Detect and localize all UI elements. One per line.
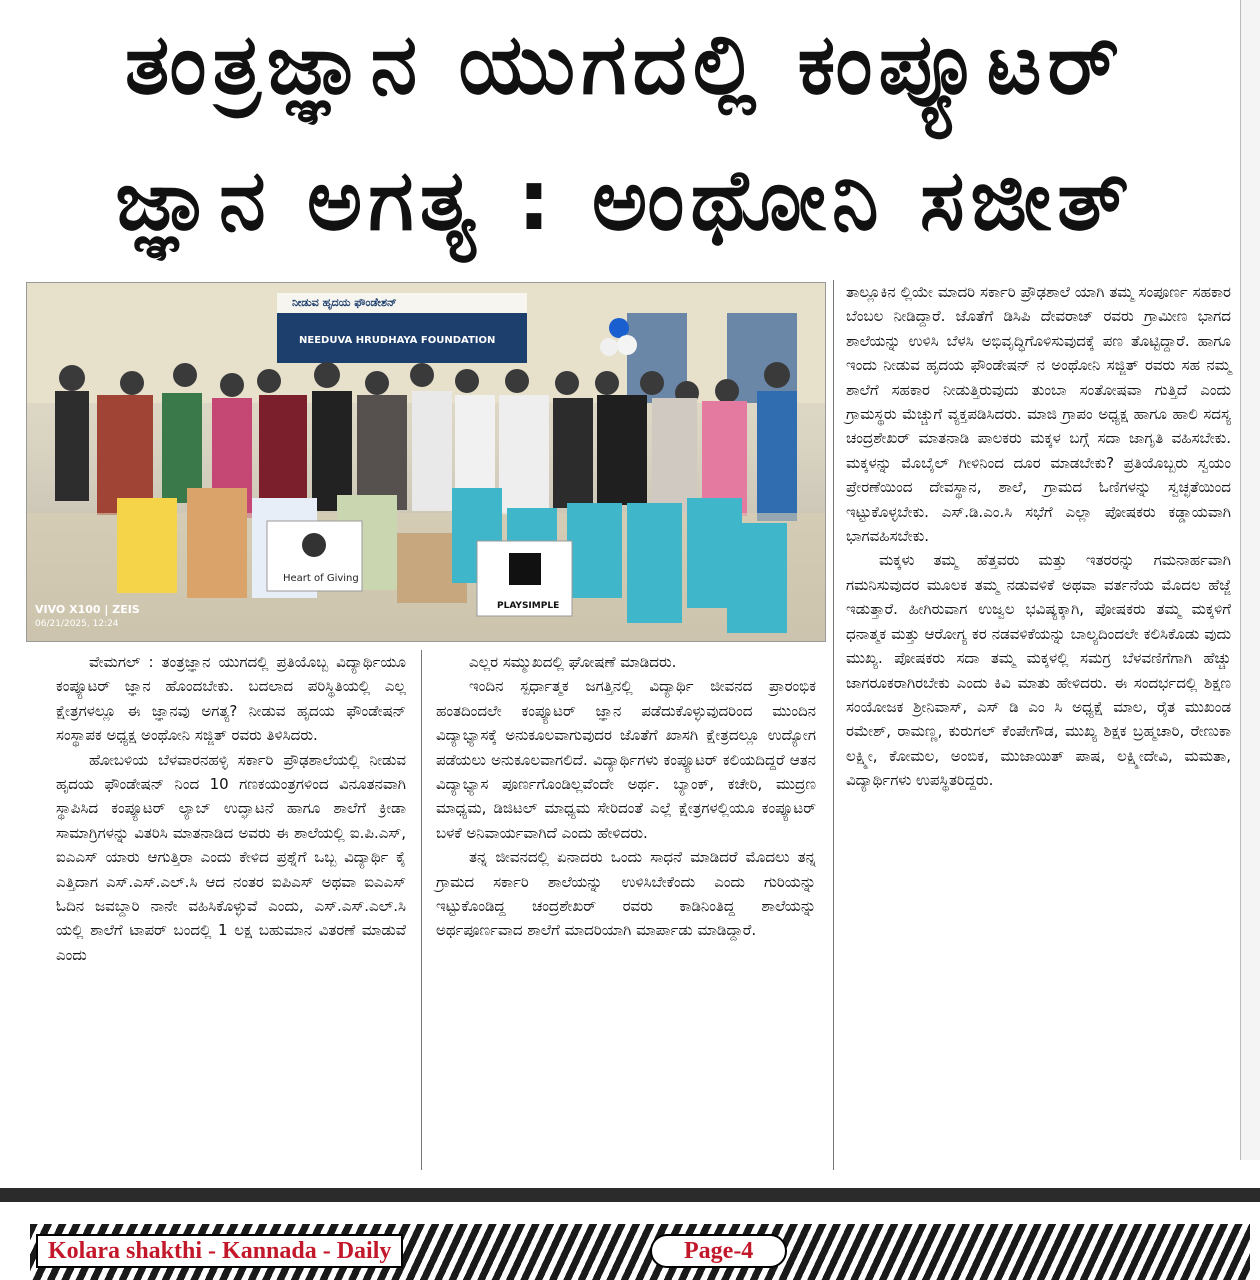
headline-line-1: ತಂತ್ರಜ್ಞಾನ ಯುಗದಲ್ಲಿ ಕಂಪ್ಯೂಟರ್	[124, 15, 1126, 113]
article-column-3	[846, 280, 1231, 793]
paper-name: Kolara shakthi - Kannada - Daily	[36, 1234, 403, 1268]
photo-banner-kannada: ನೀಡುವ ಹೃದಯ ಫೌಂಡೇಶನ್	[292, 296, 397, 309]
article-paragraph: ಎಲ್ಲರ ಸಮ್ಮುಖದಲ್ಲಿ ಘೋಷಣೆ ಮಾಡಿದರು.	[469, 653, 677, 671]
article-column-1	[56, 650, 406, 967]
headline-line-2: ಜ್ಞಾನ ಅಗತ್ಯ : ಅಂಥೋನಿ ಸಜೀತ್	[115, 151, 1135, 249]
article-paragraph: ಇಂದಿನ ಸ್ಪರ್ಧಾತ್ಮಕ ಜಗತ್ತಿನಲ್ಲಿ ವಿದ್ಯಾರ್ಥಿ ಜೀವನದ ಪ್ರಾರಂಭಿಕ ಹಂತದಿಂದಲೇ ಕಂಪ್ಯೂಟರ್ ಜ್ಞಾನ ಪಡೆದುಕೊಳ್ಳುವುದರಿಂದ ಮುಂದಿನ ವಿದ್ಯಾಭ್ಯಾಸಕ್ಕೆ ಅನುಕೂಲವಾಗುವುದರ ಜೊತೆಗೆ ಖಾಸಗಿ ಕ್ಷೇತ್ರದಲ್ಲೂ ಉದ್ಯೋಗ ಪಡೆಯಲು ಅನುಕೂಲವಾಗಲಿದೆ. ವಿದ್ಯಾರ್ಥಿಗಳು ಕಂಪ್ಯೂಟರ್ ಕಲಿಯದಿದ್ದರೆ ಆತನ ವಿದ್ಯಾಭ್ಯಾಸ ಪೂರ್ಣಗೊಂಡಿಲ್ಲವೆಂದೇ ಅರ್ಥ. ಬ್ಯಾಂಕ್, ಕಚೇರಿ, ಮುದ್ರಣ ಮಾಧ್ಯಮ, ಡಿಜಿಟಲ್ ಮಾಧ್ಯಮ ಸೇರಿದಂತೆ ಎಲ್ಲೆ ಕ್ಷೇತ್ರಗಳಲ್ಲಿಯೂ ಕಂಪ್ಯೂಟರ್ ಬಳಕೆ ಅನಿವಾರ್ಯವಾಗಿದೆ ಎಂದು ಹೇಳಿದರು.	[436, 677, 816, 842]
page-number: Page-4	[650, 1234, 787, 1268]
footer-divider-bar	[0, 1188, 1260, 1202]
article-paragraph: ಮಕ್ಕಳು ತಮ್ಮ ಹೆತ್ತವರು ಮತ್ತು ಇತರರನ್ನು ಗಮನಾರ್ಹವಾಗಿ ಗಮನಿಸುವುದರ ಮೂಲಕ ತಮ್ಮ ನಡುವಳಿಕೆ ಅಥವಾ ವರ್ತನೆಯ ಮೊದಲ ಹೆಜ್ಜೆ ಇಡುತ್ತಾರೆ. ಹೀಗಿರುವಾಗ ಉಜ್ವಲ ಭವಿಷ್ಯಕ್ಕಾಗಿ, ಪೋಷಕರು ತಮ್ಮ ಮಕ್ಕಳಿಗೆ ಧನಾತ್ಮಕ ಮತ್ತು ಆರೋಗ್ಯ ಕರ ನಡವಳಿಕೆಯನ್ನು ಬಾಲ್ಯದಿಂದಲೇ ಕಲಿಸಿಕೊಡು ವುದು ಮುಖ್ಯ. ಪೋಷಕರು ಸದಾ ತಮ್ಮ ಮಕ್ಕಳಲ್ಲಿ ಸಮಗ್ರ ಬೆಳವಣಿಗೆಗಾಗಿ ಹೆಚ್ಚು ಜಾಗರೂಕರಾಗಿರಬೇಕು ಎಂದು ಕಿವಿ ಮಾತು ಹೇಳಿದರು. ಈ ಸಂದರ್ಭದಲ್ಲಿ ಶಿಕ್ಷಣ ಸಂಯೋಜಕ ಶ್ರೀನಿವಾಸ್, ಎಸ್ ಡಿ ಎಂ ಸಿ ಅಧ್ಯಕ್ಷೆ ಮಾಲ, ರೈತ ಮುಖಂಡ ರಮೇಶ್, ರಾಮಣ್ಣ, ಕುರುಗಲ್ ಕೆಂಪೇಗೌಡ, ಮುಖ್ಯ ಶಿಕ್ಷಕ ಬ್ರಹ್ಮಚಾರಿ, ರೇಣುಕಾ ಲಕ್ಷ್ಮೀ, ಕೋಮಲ, ಅಂಬಿಕ, ಮುಜಾಯಿತ್ ಪಾಷ, ಲಕ್ಷ್ಮೀದೇವಿ, ಮಮತಾ, ವಿದ್ಯಾರ್ಥಿಗಳು ಉಪಸ್ಥಿತರಿದ್ದರು.	[846, 551, 1231, 790]
photo-camera-watermark: VIVO X100 | ZEIS	[35, 603, 140, 616]
article-column-2	[436, 650, 816, 943]
photo-timestamp: 06/21/2025, 12:24	[35, 619, 119, 629]
article-paragraph: ಹೋಬಳಿಯ ಬೆಳವಾರನಹಳ್ಳಿ ಸರ್ಕಾರಿ ಪ್ರೌಢಶಾಲೆಯಲ್ಲಿ ನೀಡುವ ಹೃದಯ ಫೌಂಡೇಷನ್ ನಿಂದ 10 ಗಣಕಯಂತ್ರಗಳಿಂದ ವಿನೂತನವಾಗಿ ಸ್ಥಾಪಿಸಿದ ಕಂಪ್ಯೂಟರ್ ಲ್ಯಾಬ್ ಉದ್ಘಾಟನೆ ಹಾಗೂ ಶಾಲೆಗೆ ಕ್ರೀಡಾ ಸಾಮಾಗ್ರಿಗಳನ್ನು ವಿತರಿಸಿ ಮಾತನಾಡಿದ ಅವರು ಈ ಶಾಲೆಯಲ್ಲಿ ಐ.ಪಿ.ಎಸ್, ಐಎಎಸ್ ಯಾರು ಆಗುತ್ತಿರಾ ಎಂದು ಕೇಳಿದ ಪ್ರಶ್ನೆಗೆ ಒಬ್ಬ ವಿದ್ಯಾರ್ಥಿ ಕೈ ಎತ್ತಿದಾಗ ಎಸ್.ಎಸ್.ಎಲ್.ಸಿ ಆದ ನಂತರ ಐಪಿಎಸ್ ಅಥವಾ ಐಎಎಸ್ ಓದಿನ ಜವಬ್ದಾರಿ ನಾನೇ ವಹಿಸಿಕೊಳ್ಳುವೆ ಎಂದು, ಎಸ್.ಎಸ್.ಎಲ್.ಸಿ ಯಲ್ಲಿ ಶಾಲೆಗೆ ಟಾಪರ್ ಬಂದಲ್ಲಿ 1 ಲಕ್ಷ ಬಹುಮಾನ ವಿತರಣೆ ಮಾಡುವೆ ಎಂದು	[56, 750, 406, 964]
news-photo	[26, 282, 826, 642]
column-divider	[421, 650, 422, 1170]
photo-flag-right-text: PLAYSIMPLE	[497, 601, 560, 611]
article-paragraph: ತಾಲ್ಲೂಕಿನ ಲ್ಲಿಯೇ ಮಾದರಿ ಸರ್ಕಾರಿ ಪ್ರೌಢಶಾಲೆ ಯಾಗಿ ತಮ್ಮ ಸಂಪೂರ್ಣ ಸಹಕಾರ ಬೆಂಬಲ ನೀಡಿದ್ದಾರೆ. ಜೊತೆಗೆ ಡಿಸಿಪಿ ದೇವರಾಜ್ ರವರು ಗ್ರಾಮೀಣ ಭಾಗದ ಶಾಲೆಯನ್ನು ಉಳಿಸಿ ಬೆಳಸಿ ಅಭಿವೃದ್ಧಿಗೊಳಿಸುವುದಕ್ಕೆ ಪಣ ತೊಟ್ಟಿದ್ದಾರೆ. ಹಾಗೂ ಇಂದು ನೀಡುವ ಹೃದಯ ಫೌಂಡೇಷನ್ ನ ಅಂಥೋನಿ ಸಜ್ಜಿತ್ ರವರು ಸಹ ನಮ್ಮ ಶಾಲೆಗೆ ಸಹಕಾರ ನೀಡುತ್ತಿರುವುದು ತುಂಬಾ ಸಂತೋಷವಾ ಗುತ್ತಿದೆ ಎಂದು ಗ್ರಾಮಸ್ಥರು ಮೆಚ್ಚುಗೆ ವ್ಯಕ್ತಪಡಿಸಿದರು. ಮಾಜಿ ಗ್ರಾಪಂ ಅಧ್ಯಕ್ಷ ಹಾಗೂ ಹಾಲಿ ಸದಸ್ಯ ಚಂದ್ರಶೇಖರ್ ಮಾತನಾಡಿ ಪಾಲಕರು ಮಕ್ಕಳ ಬಗ್ಗೆ ಸದಾ ಜಾಗೃತಿ ವಹಿಸಬೇಕು. ಮಕ್ಕಳನ್ನು ಮೊಬೈಲ್ ಗೀಳಿನಿಂದ ದೂರ ಮಾಡಬೇಕು? ಪ್ರತಿಯೊಬ್ಬರು ಸ್ವಯಂ ಪ್ರೇರಣೆಯಿಂದ ದೇವಸ್ಥಾನ, ಶಾಲೆ, ಗ್ರಾಮದ ಓಣಿಗಳನ್ನು ಸ್ವಚ್ಛತೆಯಿಂದ ಇಟ್ಟುಕೊಳ್ಳಬೇಕು. ಎಸ್.ಡಿ.ಎಂ.ಸಿ ಸಭೆಗೆ ಎಲ್ಲಾ ಪೋಷಕರು ಕಡ್ಡಾಯವಾಗಿ ಭಾಗವಹಿಸಬೇಕು.	[846, 283, 1231, 546]
page-footer	[30, 1224, 1250, 1280]
photo-flag-left-text: Heart of Giving	[283, 573, 359, 584]
article-paragraph: ವೇಮಗಲ್ : ತಂತ್ರಜ್ಞಾನ ಯುಗದಲ್ಲಿ ಪ್ರತಿಯೊಬ್ಬ ವಿದ್ಯಾರ್ಥಿಯೂ ಕಂಪ್ಯೂಟರ್ ಜ್ಞಾನ ಹೊಂದಬೇಕು. ಬದಲಾದ ಪರಿಸ್ಥಿತಿಯಲ್ಲಿ ಎಲ್ಲ ಕ್ಷೇತ್ರಗಳಲ್ಲೂ ಈ ಜ್ಞಾನವು ಅಗತ್ಯ? ನೀಡುವ ಹೃದಯ ಫೌಂಡೇಷನ್ ಸಂಸ್ಥಾಪಕ ಅಧ್ಯಕ್ಷ ಅಂಥೋನಿ ಸಜ್ಜಿತ್ ರವರು ತಿಳಿಸಿದರು.	[56, 653, 406, 745]
photo-banner-english: NEEDUVA HRUDHAYA FOUNDATION	[299, 335, 496, 346]
column-divider	[833, 280, 834, 1170]
adjacent-page-edge	[1240, 0, 1260, 1160]
article-paragraph: ತನ್ನ ಜೀವನದಲ್ಲಿ ಏನಾದರು ಒಂದು ಸಾಧನೆ ಮಾಡಿದರೆ ಮೊದಲು ತನ್ನ ಗ್ರಾಮದ ಸರ್ಕಾರಿ ಶಾಲೆಯನ್ನು ಉಳಿಸಿಬೇಕೆಂದು ಎಂದು ಗುರಿಯನ್ನು ಇಟ್ಟುಕೊಂಡಿದ್ದ ಚಂದ್ರಶೇಖರ್ ರವರು ಕಾಡಿನಿಂತಿದ್ದ ಶಾಲೆಯನ್ನು ಅರ್ಥಪೂರ್ಣವಾದ ಶಾಲೆಗೆ ಮಾದರಿಯಾಗಿ ಮಾರ್ಪಾಡು ಮಾಡಿದ್ದಾರೆ.	[436, 848, 816, 940]
